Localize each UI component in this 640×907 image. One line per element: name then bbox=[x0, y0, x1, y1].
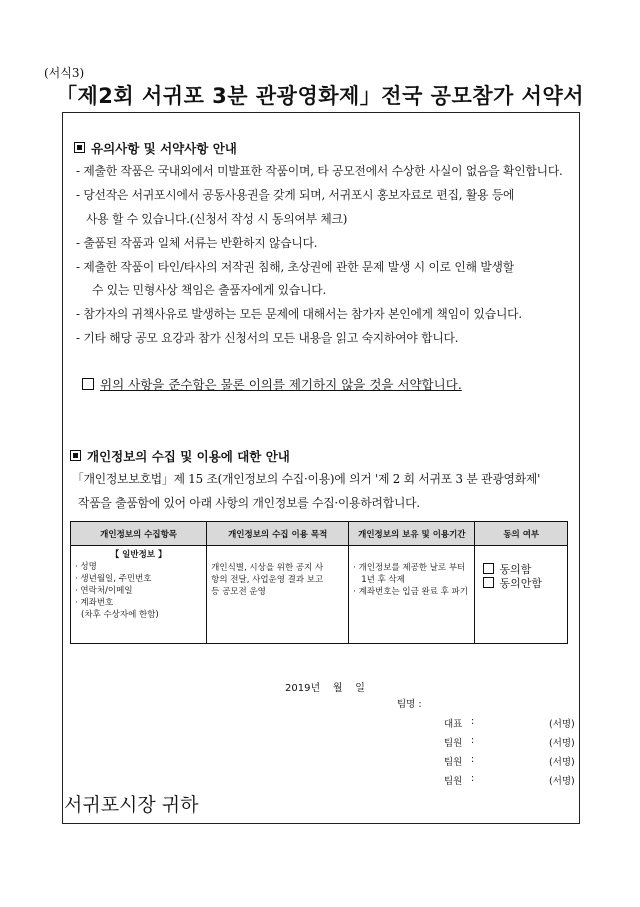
signer-colon: : bbox=[471, 716, 475, 727]
disagree-label: 동의안함 bbox=[499, 577, 542, 590]
table-header: 개인정보의 보유 및 이용기간 bbox=[349, 522, 475, 546]
retention-line: · 개인정보를 제공한 날로 부터 bbox=[353, 563, 466, 573]
filled-square-icon bbox=[70, 450, 81, 461]
collected-item: · 연락처/이메일 bbox=[75, 586, 133, 596]
notice-line-2: - 당선작은 서귀포시에서 공동사용권을 갖게 되며, 서귀포시 홍보자료로 편집, 활용 등에 bbox=[76, 188, 515, 202]
notice-line-4: - 출품된 작품과 일체 서류는 반환하지 않습니다. bbox=[76, 236, 318, 250]
privacy-intro-1: 「개인정보보호법」제 15 조(개인정보의 수집·이용)에 의거 '제 2 회 서귀포 3 분 관광영화제' bbox=[72, 472, 541, 486]
signer-role-representative: 대표 bbox=[444, 719, 463, 730]
category-label: 【 일반정보 】 bbox=[110, 550, 167, 560]
purpose-line: 개인식별, 시상을 위한 공지 사 bbox=[211, 563, 324, 573]
table-row bbox=[71, 546, 568, 644]
notice-line-5: - 제출한 작품이 타인/타사의 저작권 침해, 초상권에 관한 문제 발생 시 이로 인해 발생할 bbox=[76, 260, 514, 274]
privacy-intro-2: 작품을 출품함에 있어 아래 사항의 개인정보를 수집·이용하려합니다. bbox=[78, 496, 420, 510]
signer-colon: : bbox=[471, 735, 475, 746]
agree-checkbox[interactable] bbox=[483, 563, 494, 574]
sign-placeholder[interactable]: (서명) bbox=[549, 738, 575, 749]
collected-item: · 생년월일, 주민번호 bbox=[75, 574, 152, 584]
section1-heading bbox=[74, 139, 237, 157]
signer-role-member: 팀원 bbox=[444, 776, 463, 787]
purpose-cell bbox=[207, 546, 349, 644]
team-name-label: 팀명 : bbox=[397, 699, 422, 710]
sign-placeholder[interactable]: (서명) bbox=[549, 757, 575, 768]
collected-item: · 성명 bbox=[75, 562, 97, 572]
pledge-text: 위의 사항을 준수함은 물론 이의를 제기하지 않을 것을 서약합니다. bbox=[100, 377, 462, 392]
collected-item: · 계좌번호 bbox=[75, 598, 114, 608]
purpose-line: 항의 전달, 사업운영 결과 보고 bbox=[211, 575, 324, 585]
notice-line-6: 수 있는 민형사상 책임은 출품자에게 있습니다. bbox=[92, 283, 327, 297]
notice-line-3: 사용 할 수 있습니다.(신청서 작성 시 동의여부 체크) bbox=[86, 212, 348, 226]
agree-label: 동의함 bbox=[499, 563, 532, 576]
sign-placeholder[interactable]: (서명) bbox=[549, 719, 575, 730]
signature-date: 2019년 월 일 bbox=[285, 683, 365, 694]
consent-cell bbox=[475, 546, 568, 644]
retention-line: 1년 후 삭제 bbox=[361, 575, 405, 585]
signer-role-member: 팀원 bbox=[444, 757, 463, 768]
signer-colon: : bbox=[471, 773, 475, 784]
table-header: 개인정보의 수집 이용 목적 bbox=[207, 522, 349, 546]
sign-placeholder[interactable]: (서명) bbox=[549, 776, 575, 787]
consent-disagree-option[interactable] bbox=[483, 576, 563, 590]
signer-colon: : bbox=[471, 754, 475, 765]
collected-items-cell bbox=[71, 546, 207, 644]
addressee: 서귀포시장 귀하 bbox=[64, 794, 199, 816]
pledge-statement[interactable] bbox=[82, 375, 462, 393]
table-header-row bbox=[71, 522, 568, 546]
notice-line-1: - 제출한 작품은 국내외에서 미발표한 작품이며, 타 공모전에서 수상한 사실이 없음을 확인합니다. bbox=[76, 164, 563, 178]
table-header: 동의 여부 bbox=[475, 522, 568, 546]
notice-line-8: - 기타 해당 공모 요강과 참가 신청서의 모든 내용을 읽고 숙지하여야 합니다. bbox=[76, 331, 459, 345]
disagree-checkbox[interactable] bbox=[483, 577, 494, 588]
notice-line-7: - 참가자의 귀책사유로 발생하는 모든 문제에 대해서는 참가자 본인에게 책임이 있습니다. bbox=[76, 307, 522, 321]
collected-item-note: (차후 수상자에 한함) bbox=[81, 610, 159, 620]
filled-square-icon bbox=[74, 142, 85, 153]
section2-heading bbox=[70, 447, 290, 465]
table-header: 개인정보의 수집항목 bbox=[71, 522, 207, 546]
privacy-table bbox=[70, 521, 568, 644]
pledge-checkbox[interactable] bbox=[82, 378, 94, 390]
purpose-line: 등 공모전 운영 bbox=[211, 587, 266, 597]
form-number: (서식3) bbox=[44, 66, 85, 80]
consent-agree-option[interactable] bbox=[483, 562, 563, 576]
retention-line: · 계좌번호는 입금 완료 후 파기 bbox=[353, 587, 468, 597]
signer-role-member: 팀원 bbox=[444, 738, 463, 749]
retention-cell bbox=[349, 546, 475, 644]
document-title: 「제2회 서귀포 3분 관광영화제」전국 공모참가 서약서 bbox=[56, 84, 584, 108]
section2-heading-text: 개인정보의 수집 및 이용에 대한 안내 bbox=[87, 449, 290, 464]
section1-heading-text: 유의사항 및 서약사항 안내 bbox=[91, 141, 237, 156]
